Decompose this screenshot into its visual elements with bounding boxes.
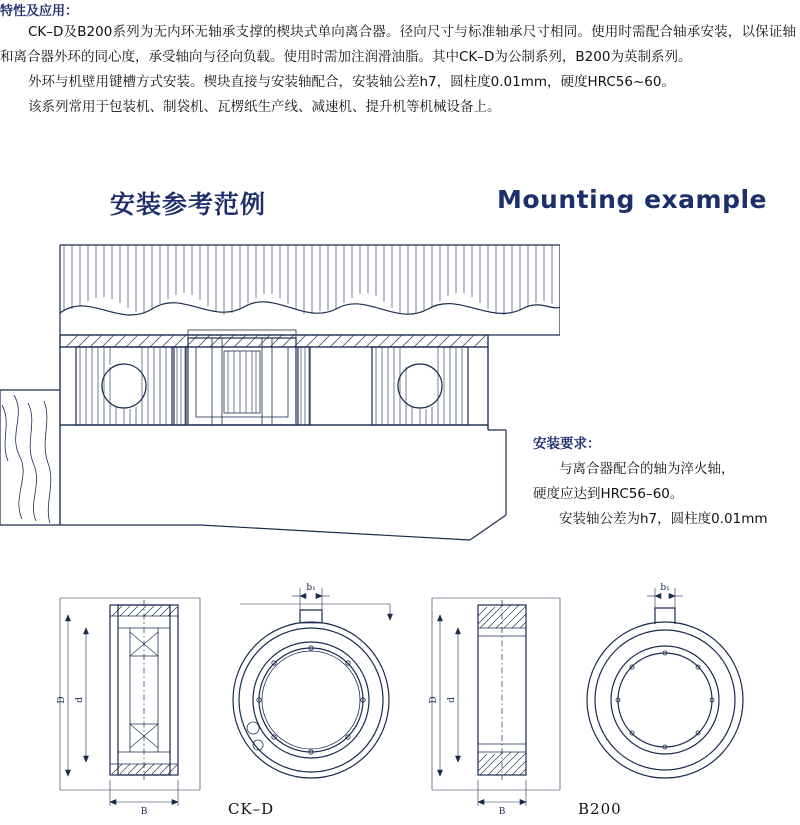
paragraph-1: CK–D及B200系列为无内环无轴承支撑的楔块式单向离合器。径向尺寸与标准轴承尺寸相同。使用时需配合轴承安装，以保证轴和离合器外环的同心度，承受轴向与径向负载。使用时需加注润滑油脂。其中CK–D为公制系列，B200为英制系列。: [0, 24, 796, 65]
note-title: 安装要求：: [533, 436, 601, 452]
intro-text-block: [0, 20, 796, 120]
svg-text:B: B: [140, 807, 148, 817]
svg-text:d: d: [447, 697, 457, 703]
svg-text:D: D: [57, 696, 67, 704]
svg-text:B: B: [498, 807, 506, 817]
installation-requirements-note: [533, 432, 800, 532]
heading-mounting-example-cn: 安装参考范例: [110, 190, 267, 219]
svg-text:b₁: b₁: [306, 583, 316, 593]
heading-mounting-example-en: Mounting example: [497, 185, 767, 214]
svg-text:b₁: b₁: [660, 583, 670, 593]
caption-ckd: CK–D: [228, 800, 275, 818]
svg-text:d: d: [75, 697, 85, 703]
view-b200-front: [587, 583, 743, 778]
paragraph-3: 该系列常用于包装机、制袋机、瓦楞纸生产线、减速机、提升机等机械设备上。: [28, 99, 501, 115]
paragraph-2: 外环与机壁用键槽方式安装。楔块直接与安装轴配合，安装轴公差h7，圆柱度0.01mm，硬度HRC56~60。: [28, 74, 675, 90]
svg-text:D: D: [429, 696, 439, 704]
caption-b200: B200: [578, 800, 622, 818]
note-line-3: 安装轴公差为h7，圆柱度0.01mm: [559, 511, 768, 527]
mounting-example-drawing: [0, 225, 560, 575]
note-line-2: 硬度应达到HRC56–60。: [533, 486, 684, 502]
view-ckd-section: [57, 598, 200, 817]
view-ckd-front: [233, 583, 393, 778]
page-title: 特性及应用：: [0, 4, 79, 19]
view-b200-section: [429, 598, 560, 817]
product-views-drawing: [0, 580, 800, 825]
note-line-1: 与离合器配合的轴为淬火轴，: [559, 461, 735, 477]
